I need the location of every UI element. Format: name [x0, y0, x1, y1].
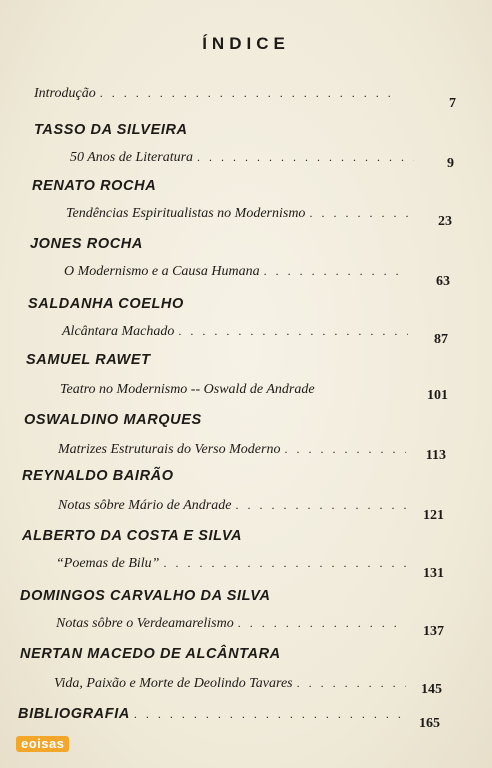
toc-entry-page: 137: [423, 624, 444, 639]
toc-entry-title: Alcântara Machado: [62, 324, 175, 339]
toc-entry-page: 121: [423, 508, 444, 523]
toc-entry: [60, 382, 410, 398]
dot-leader: [264, 264, 408, 279]
toc-entry-title: 50 Anos de Literatura: [70, 150, 194, 165]
toc-entry-title: Notas sôbre Mário de Andrade: [58, 498, 232, 513]
toc-entry-page: 7: [449, 96, 456, 111]
toc-entry-page: 145: [421, 682, 442, 697]
dot-leader: [100, 86, 400, 101]
toc-author: NERTAN MACEDO DE ALCÂNTARA: [20, 646, 281, 662]
dot-leader: [309, 206, 408, 221]
toc-entry: [64, 264, 412, 280]
toc-entry-page: 63: [436, 274, 450, 289]
dot-leader: [197, 150, 414, 165]
toc-author: RENATO ROCHA: [32, 178, 157, 194]
toc-author: DOMINGOS CARVALHO DA SILVA: [20, 588, 271, 604]
toc-entry: [62, 324, 412, 340]
toc-entry-title: Introdução: [34, 86, 96, 101]
toc-author: OSWALDINO MARQUES: [24, 412, 202, 428]
toc-entry: [58, 442, 410, 458]
toc-entry-title: Tendências Espiritualistas no Modernismo: [66, 206, 306, 221]
toc-entry-title: O Modernismo e a Causa Humana: [64, 264, 260, 279]
toc-entry-title: Matrizes Estruturais do Verso Moderno: [58, 442, 281, 457]
dot-leader: [297, 676, 406, 691]
toc-entry-title: Teatro no Modernismo -- Oswald de Andrade: [60, 382, 315, 397]
dot-leader: [178, 324, 408, 339]
watermark-logo: eoisas: [16, 736, 69, 752]
toc-entry-page: 9: [447, 156, 454, 171]
dot-leader: [235, 498, 406, 513]
toc-entry-title: “Poemas de Bilu”: [56, 556, 160, 571]
toc-entry-title: BIBLIOGRAFIA: [18, 706, 130, 722]
toc-author: JONES ROCHA: [30, 236, 143, 252]
dot-leader: [134, 707, 404, 722]
toc-author: TASSO DA SILVEIRA: [34, 122, 188, 138]
toc-author: ALBERTO DA COSTA E SILVA: [22, 528, 243, 544]
toc-author: SAMUEL RAWET: [26, 352, 151, 368]
toc-entry-introducao: [34, 86, 404, 102]
toc-entry: [70, 150, 418, 166]
toc-entry-page: 113: [425, 448, 446, 463]
toc-entry-title: Notas sôbre o Verdeamarelismo: [56, 616, 234, 631]
toc-entry-page: 23: [438, 214, 452, 229]
toc-entry-bibliografia: [18, 706, 408, 722]
toc-entry: [58, 498, 410, 514]
toc-entry-page: 101: [427, 388, 448, 403]
toc-entry: [56, 616, 410, 632]
toc-entry: [54, 676, 410, 692]
dot-leader: [238, 616, 406, 631]
toc-author: SALDANHA COELHO: [28, 296, 184, 312]
toc-entry-page: 165: [419, 716, 440, 731]
toc-entry-page: 131: [423, 566, 444, 581]
toc-entry: [66, 206, 412, 222]
toc-author: REYNALDO BAIRÃO: [22, 468, 174, 484]
toc-entry-title: Vida, Paixão e Morte de Deolindo Tavares: [54, 676, 293, 691]
dot-leader: [163, 556, 406, 571]
page-title: ÍNDICE: [202, 34, 290, 53]
dot-leader: [284, 442, 406, 457]
toc-entry: [56, 556, 410, 572]
toc-entry-page: 87: [434, 332, 448, 347]
